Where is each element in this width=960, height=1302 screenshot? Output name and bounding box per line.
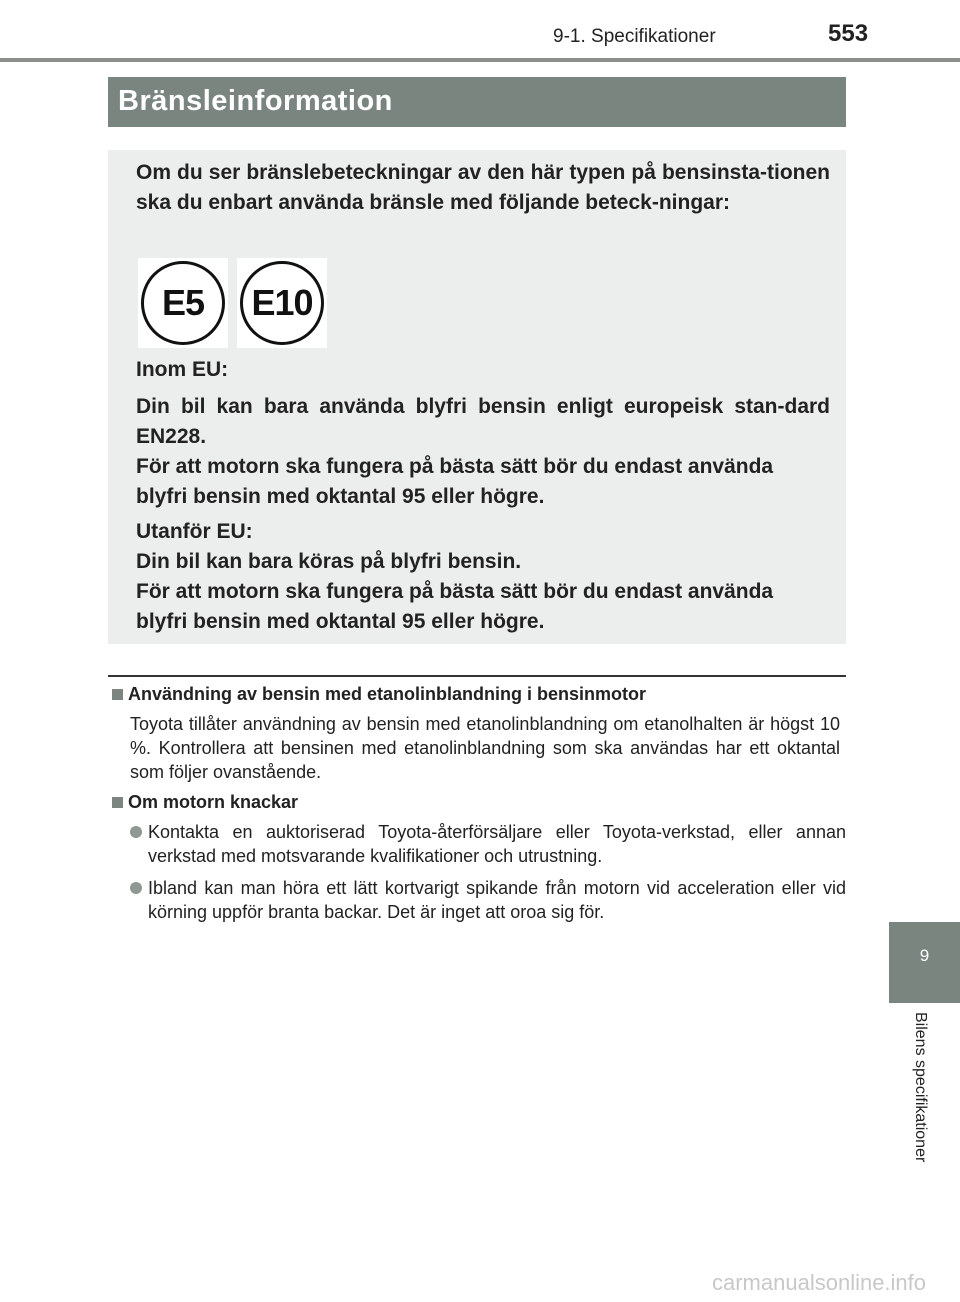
fuel-label-e10 [237, 258, 327, 348]
knocking-heading: Om motorn knackar [128, 792, 299, 812]
chapter-number: 9 [919, 946, 930, 965]
circle-bullet-icon [130, 882, 142, 894]
eu-heading: Inom EU: [136, 358, 229, 381]
fuel-intro-text: Om du ser bränslebeteckningar av den här typen på bensinsta-tionen ska du enbart använda bränsle med följande beteck-ningar: [136, 161, 830, 214]
section-divider [108, 675, 846, 677]
page-title: Bränsleinformation [108, 77, 846, 127]
fuel-label-e10-text: E10 [240, 261, 324, 345]
section-title: 9-1. Specifikationer [553, 26, 716, 47]
eu-text-standard: Din bil kan bara använda blyfri bensin enligt europeisk stan-dard EN228. [136, 395, 830, 448]
page-number: 553 [828, 20, 869, 47]
fuel-label-e5 [138, 258, 228, 348]
header-divider [0, 58, 960, 62]
knocking-bullet-dealer: Kontakta en auktoriserad Toyota-återförsäljare eller Toyota-verkstad, eller annan verkstad med motsvarande kvalifikationer och utrustning. [148, 822, 846, 866]
fuel-info-box [108, 150, 846, 644]
non-eu-text-unleaded: Din bil kan bara köras på blyfri bensin. [136, 550, 522, 573]
ethanol-text: Toyota tillåter användning av bensin med etanolinblandning om etanolhalten är högst 10 %. Kontrollera att bensinen med etanolinblandning som ska användas har ett oktantal som följer ovanstående. [130, 714, 840, 782]
non-eu-heading: Utanför EU: [136, 520, 253, 543]
chapter-label: Bilens specifikationer [912, 1012, 929, 1163]
watermark: carmanualsonline.info [712, 1270, 927, 1295]
square-bullet-icon [112, 689, 123, 700]
eu-text-octane: För att motorn ska fungera på bästa sätt bör du endast använda blyfri bensin med oktantal 95 eller högre. [136, 455, 774, 508]
knocking-bullet-pinging: Ibland kan man höra ett lätt kortvarigt spikande från motorn vid acceleration eller vid körning uppför branta backar. Det är inget att oroa sig för. [148, 878, 846, 922]
ethanol-heading: Användning av bensin med etanolinblandning i bensinmotor [128, 684, 647, 704]
fuel-label-e5-text: E5 [141, 261, 225, 345]
chapter-tab [889, 922, 960, 1003]
square-bullet-icon [112, 797, 123, 808]
circle-bullet-icon [130, 826, 142, 838]
non-eu-text-octane: För att motorn ska fungera på bästa sätt bör du endast använda blyfri bensin med oktantal 95 eller högre. [136, 580, 774, 633]
